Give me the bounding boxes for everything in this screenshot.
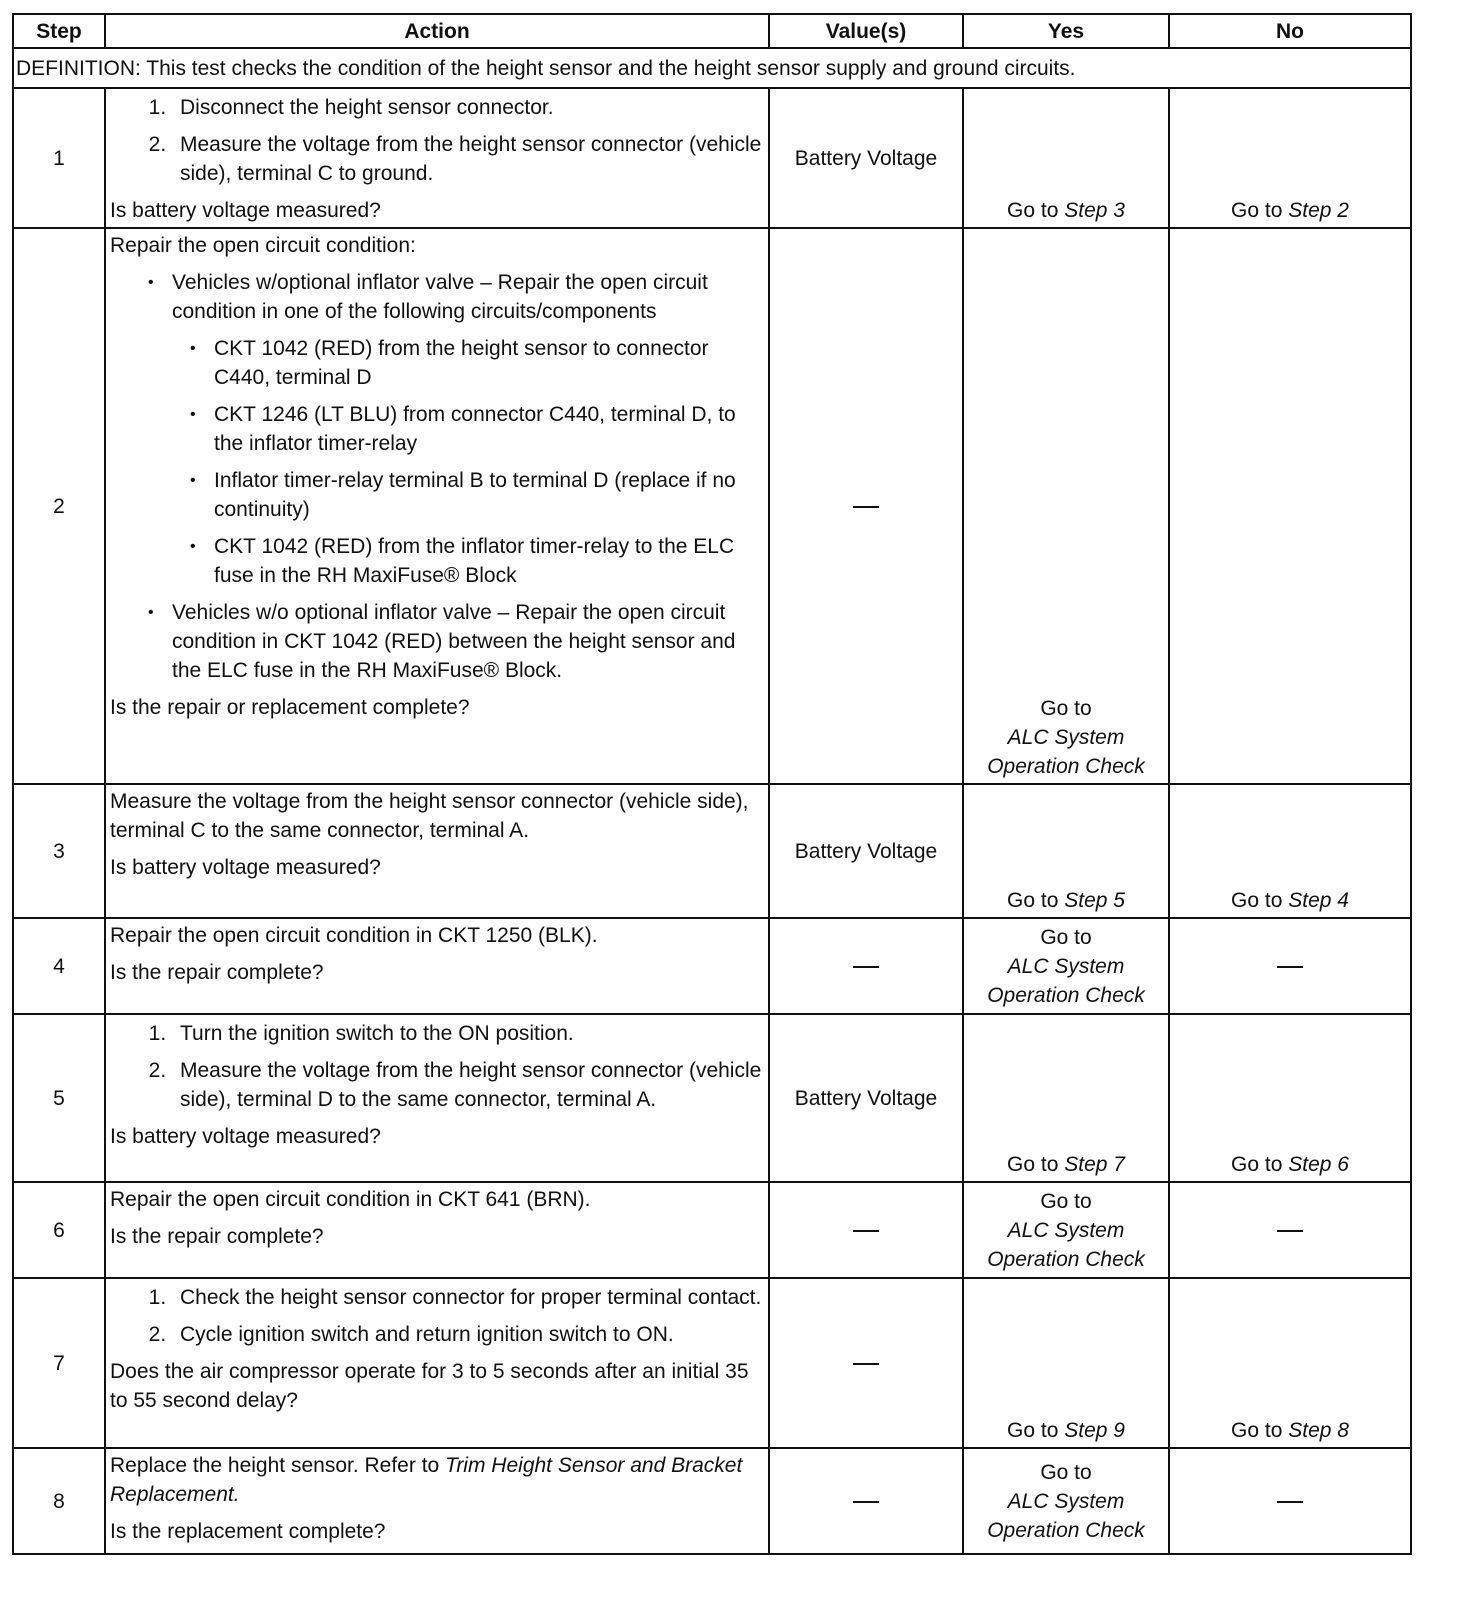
- action-item: 1. Check the height sensor connector for proper terminal contact.: [172, 1283, 764, 1312]
- action-text: Measure the voltage from the height sensor connector (vehicle side), terminal C to the same connector, terminal A.: [110, 790, 749, 842]
- action-question: Does the air compressor operate for 3 to 5 seconds after an initial 35 to 55 second delay?: [110, 1360, 749, 1412]
- go-to-label: Go to: [1007, 1153, 1059, 1176]
- value-cell: [769, 918, 963, 1014]
- yes-cell: [963, 1182, 1169, 1278]
- dash-mark: [853, 1363, 879, 1365]
- action-cell: [105, 1014, 769, 1182]
- yes-cell: [963, 228, 1169, 784]
- no-cell: [1169, 88, 1411, 228]
- dash-mark: [1277, 1501, 1303, 1503]
- yes-cell: [963, 88, 1169, 228]
- yes-step-link: Step 7: [1064, 1153, 1125, 1176]
- action-item: 1. Disconnect the height sensor connector.: [172, 93, 764, 122]
- action-cell: [105, 918, 769, 1014]
- header-values: Value(s): [769, 14, 963, 48]
- value-cell: [769, 228, 963, 784]
- go-to-label: Go to: [1007, 199, 1059, 222]
- action-bullet: [172, 268, 764, 590]
- table-row: [13, 918, 1411, 1014]
- dash-mark: [853, 506, 879, 508]
- action-question: Is battery voltage measured?: [110, 856, 381, 879]
- table-row: [13, 1448, 1411, 1554]
- action-question: Is the repair or replacement complete?: [110, 696, 470, 719]
- action-text-plain: Replace the height sensor. Refer to: [110, 1454, 440, 1477]
- step-number: 6: [13, 1182, 105, 1278]
- go-to-label: Go to: [1040, 1460, 1092, 1484]
- yes-cell: [963, 1014, 1169, 1182]
- go-to-label: Go to: [1231, 889, 1283, 912]
- yes-cell: [963, 1278, 1169, 1448]
- definition-row: [13, 48, 1411, 88]
- action-cell: [105, 784, 769, 918]
- action-text: Repair the open circuit condition in CKT 641 (BRN).: [110, 1188, 591, 1211]
- action-subbullet: • CKT 1042 (RED) from the inflator timer-relay to the ELC fuse in the RH MaxiFuse® Block: [214, 532, 764, 590]
- action-question: Is the repair complete?: [110, 1225, 324, 1248]
- value-cell: Battery Voltage: [769, 1014, 963, 1182]
- dash-mark: [1277, 966, 1303, 968]
- alc-check-link: ALC System Operation Check: [987, 954, 1145, 1007]
- dash-mark: [853, 1501, 879, 1503]
- go-to-label: Go to: [1040, 697, 1092, 720]
- yes-step-link: Step 5: [1064, 889, 1125, 912]
- action-cell: [105, 228, 769, 784]
- no-cell: [1169, 784, 1411, 918]
- step-number: 1: [13, 88, 105, 228]
- action-text: [110, 1451, 764, 1509]
- no-cell: [1169, 1182, 1411, 1278]
- table-row: [13, 1014, 1411, 1182]
- action-subbullet: • CKT 1246 (LT BLU) from connector C440, terminal D, to the inflator timer-relay: [214, 400, 764, 458]
- step-number: 5: [13, 1014, 105, 1182]
- no-step-link: Step 6: [1288, 1153, 1349, 1176]
- header-step: Step: [13, 14, 105, 48]
- step-number: 8: [13, 1448, 105, 1554]
- go-to-label: Go to: [1231, 1153, 1283, 1176]
- action-question: Is battery voltage measured?: [110, 1125, 381, 1148]
- yes-cell: [963, 1448, 1169, 1554]
- no-step-link: Step 4: [1288, 889, 1349, 912]
- header-yes: Yes: [963, 14, 1169, 48]
- action-cell: [105, 1182, 769, 1278]
- action-intro: Repair the open circuit condition:: [110, 234, 416, 257]
- action-item: 2. Cycle ignition switch and return ignition switch to ON.: [172, 1320, 764, 1349]
- diagnostic-table-sheet: [12, 13, 1410, 1555]
- no-step-link: Step 8: [1288, 1419, 1349, 1442]
- yes-cell: [963, 784, 1169, 918]
- action-cell: [105, 1448, 769, 1554]
- alc-check-link: ALC System Operation Check: [987, 726, 1145, 778]
- procedure-reference: Trim Height Sensor and Bracket Replacement.: [110, 1454, 743, 1506]
- action-cell: [105, 1278, 769, 1448]
- no-cell: [1169, 1448, 1411, 1554]
- action-cell: [105, 88, 769, 228]
- go-to-label: Go to: [1040, 1189, 1092, 1213]
- table-row: [13, 1278, 1411, 1448]
- bullet-text: Vehicles w/optional inflator valve – Repair the open circuit condition in one of the following circuits/components: [172, 271, 708, 323]
- value-cell: Battery Voltage: [769, 784, 963, 918]
- go-to-label: Go to: [1040, 925, 1092, 949]
- step-number: 2: [13, 228, 105, 784]
- no-step-link: Step 2: [1288, 199, 1349, 222]
- yes-cell: [963, 918, 1169, 1014]
- action-question: Is the repair complete?: [110, 961, 324, 984]
- step-number: 4: [13, 918, 105, 1014]
- dash-mark: [853, 1230, 879, 1232]
- go-to-label: Go to: [1007, 1419, 1059, 1442]
- go-to-label: Go to: [1007, 889, 1059, 912]
- value-cell: [769, 1182, 963, 1278]
- action-question: Is battery voltage measured?: [110, 199, 381, 222]
- diagnostic-table: [12, 13, 1412, 1555]
- step-number: 3: [13, 784, 105, 918]
- definition-text: DEFINITION: This test checks the condition of the height sensor and the height sensor supply and ground circuits.: [13, 48, 1411, 88]
- dash-mark: [853, 966, 879, 968]
- action-subbullet: • Inflator timer-relay terminal B to terminal D (replace if no continuity): [214, 466, 764, 524]
- action-question: Is the replacement complete?: [110, 1520, 386, 1543]
- table-row: [13, 228, 1411, 784]
- dash-mark: [1277, 1230, 1303, 1232]
- table-row: [13, 784, 1411, 918]
- value-cell: [769, 1278, 963, 1448]
- action-subbullet: • CKT 1042 (RED) from the height sensor to connector C440, terminal D: [214, 334, 764, 392]
- value-cell: [769, 1448, 963, 1554]
- action-text: Repair the open circuit condition in CKT 1250 (BLK).: [110, 924, 598, 947]
- alc-check-link: ALC System Operation Check: [987, 1218, 1145, 1271]
- no-cell: [1169, 1014, 1411, 1182]
- action-item: 2. Measure the voltage from the height sensor connector (vehicle side), terminal D to the same connector, terminal A.: [172, 1056, 764, 1114]
- no-cell: [1169, 1278, 1411, 1448]
- go-to-label: Go to: [1231, 199, 1283, 222]
- action-item: 2. Measure the voltage from the height sensor connector (vehicle side), terminal C to ground.: [172, 130, 764, 188]
- yes-step-link: Step 9: [1064, 1419, 1125, 1442]
- action-item: 1. Turn the ignition switch to the ON position.: [172, 1019, 764, 1048]
- go-to-label: Go to: [1231, 1419, 1283, 1442]
- header-no: No: [1169, 14, 1411, 48]
- value-cell: Battery Voltage: [769, 88, 963, 228]
- no-cell: [1169, 228, 1411, 784]
- action-bullet: • Vehicles w/o optional inflator valve – Repair the open circuit condition in CKT 1042 (RED) between the height sensor and the ELC fuse in the RH MaxiFuse® Block.: [172, 598, 764, 685]
- no-cell: [1169, 918, 1411, 1014]
- header-action: Action: [105, 14, 769, 48]
- yes-step-link: Step 3: [1064, 199, 1125, 222]
- step-number: 7: [13, 1278, 105, 1448]
- header-row: [13, 14, 1411, 48]
- table-row: [13, 88, 1411, 228]
- alc-check-link: ALC System Operation Check: [987, 1489, 1145, 1542]
- table-row: [13, 1182, 1411, 1278]
